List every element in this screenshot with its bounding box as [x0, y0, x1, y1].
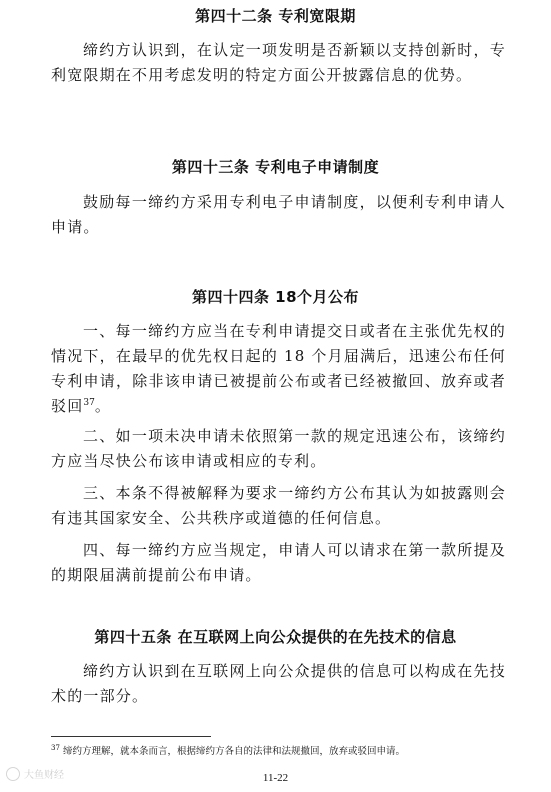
- article-44-paragraph-1: 一、每一缔约方应当在专利申请提交日或者在主张优先权的情况下，在最早的优先权日起的 18 个月届满后，迅速公布任何专利申请，除非该申请已被提前公布或者已经被撤回、放弃或者驳回$^{37}$。: [51, 322, 506, 415]
- article-45-heading: 第四十五条 在互联网上向公众提供的在先技术的信息: [94, 628, 457, 646]
- footnote-divider: [51, 736, 211, 737]
- page-number: 11-22: [262, 772, 289, 784]
- article-43-heading: 第四十三条 专利电子申请制度: [171, 158, 380, 176]
- footnote-text: 缔约方理解，就本条而言，根据缔约方各自的法律和法规撤回，放弃或驳回申请。: [62, 746, 405, 758]
- article-45-paragraph: 缔约方认识到在互联网上向公众提供的信息可以构成在先技术的一部分。: [51, 662, 506, 705]
- footnote-reference: 37: [83, 398, 95, 408]
- article-44-paragraph-3: 三、本条不得被解释为要求一缔约方公布其认为如披露则会有违其国家安全、公共秩序或道德的任何信息。: [51, 484, 506, 527]
- article-44-paragraph-2: 二、如一项未决申请未依照第一款的规定迅速公布，该缔约方应当尽快公布该申请或相应的专利。: [51, 427, 506, 470]
- footnote-number: 37: [51, 744, 60, 752]
- watermark-text: 大鱼财经: [24, 770, 64, 781]
- article-44-paragraph-1-text: 一、每一缔约方应当在专利申请提交日或者在主张优先权的情况下，在最早的优先权日起的 18 个月届满后，迅速公布任何专利申请，除非该申请已被提前公布或者已经被撤回、放弃或者驳回: [51, 322, 506, 415]
- footnote: [51, 741, 521, 759]
- article-44-paragraph-4: 四、每一缔约方应当规定，申请人可以请求在第一款所提及的期限届满前提前公布申请。: [51, 541, 506, 584]
- article-42-paragraph: 缔约方认识到，在认定一项发明是否新颖以支持创新时，专利宽限期在不用考虑发明的特定方面公开披露信息的优势。: [51, 41, 506, 84]
- article-42-heading: 第四十二条 专利宽限期: [195, 7, 356, 25]
- article-43-paragraph: 鼓励每一缔约方采用专利电子申请制度，以便利专利申请人申请。: [51, 193, 506, 236]
- article-44-heading: 第四十四条 18个月公布: [191, 288, 360, 306]
